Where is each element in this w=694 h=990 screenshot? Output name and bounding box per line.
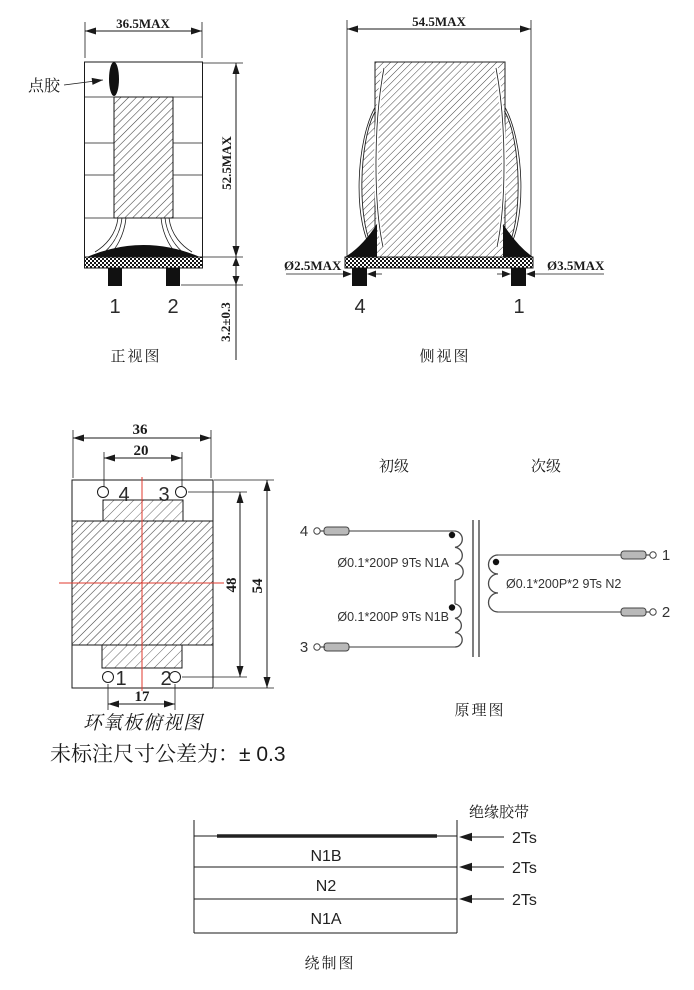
terminal-2-label: 2 xyxy=(661,604,671,621)
side-width-dim: 54.5MAX xyxy=(412,14,466,29)
polarity-dot-n1a xyxy=(449,532,455,538)
top-hole-pin-4 xyxy=(98,487,109,498)
top-view-title: 环氧板俯视图 xyxy=(82,713,204,734)
top-pin-span-bottom-dim: 17 xyxy=(134,689,150,705)
polarity-dot-n2 xyxy=(493,559,499,565)
ferrite-bead-2 xyxy=(621,608,646,616)
winding-diagram-title: 绕制图 xyxy=(304,955,356,972)
tolerance-note: 未标注尺寸公差为：± 0.3 xyxy=(50,743,286,766)
top-pin-span-top-dim: 20 xyxy=(133,443,149,459)
coil-n1a xyxy=(455,531,463,580)
top-pin-3-label: 3 xyxy=(158,484,170,506)
top-hole-pin-1 xyxy=(103,672,114,683)
side-epoxy-board xyxy=(345,257,533,268)
side-view-title: 侧视图 xyxy=(419,348,471,365)
winding-n1a-spec: Ø0.1*200P 9Ts N1A xyxy=(337,556,449,570)
front-pin-2 xyxy=(166,268,180,286)
winding-n2-spec: Ø0.1*200P*2 9Ts N2 xyxy=(506,577,622,591)
tape-turns-3: 2Ts xyxy=(512,892,537,909)
polarity-dot-n1b xyxy=(449,604,455,610)
terminal-3-label: 3 xyxy=(299,639,309,656)
side-pin-1-label: 1 xyxy=(513,296,525,318)
ferrite-bead-3 xyxy=(324,643,349,651)
front-width-dim: 36.5MAX xyxy=(116,16,170,31)
top-pin-4-label: 4 xyxy=(118,484,130,506)
glue-dot xyxy=(109,62,119,96)
layer-n2-label: N2 xyxy=(315,878,337,895)
front-pin-2-label: 2 xyxy=(167,296,179,318)
front-core-column xyxy=(114,97,173,218)
top-flange-top xyxy=(103,500,183,521)
side-pin-dia-right-dim: Ø3.5MAX xyxy=(547,258,605,273)
front-view-title: 正视图 xyxy=(110,348,162,365)
top-inner-height-dim: 48 xyxy=(224,577,240,593)
coil-n1b xyxy=(455,604,462,647)
side-view xyxy=(284,14,605,365)
top-width-dim: 36 xyxy=(132,422,148,438)
front-pin-1-label: 1 xyxy=(109,296,121,318)
front-pin-length-dim: 3.2±0.3 xyxy=(218,302,233,342)
winding-diagram xyxy=(194,804,537,972)
layer-n1b-label: N1B xyxy=(310,848,342,865)
side-body xyxy=(375,62,505,257)
top-view xyxy=(59,422,274,734)
primary-label: 初级 xyxy=(378,458,410,475)
top-outer-height-dim: 54 xyxy=(250,578,266,594)
side-pin-4 xyxy=(352,268,367,286)
glue-label: 点胶 xyxy=(28,78,61,95)
terminal-1-node xyxy=(650,552,656,558)
side-pin-1 xyxy=(511,268,526,286)
top-pin-1-label: 1 xyxy=(115,668,127,690)
schematic-title: 原理图 xyxy=(454,702,506,719)
front-view xyxy=(28,16,243,365)
terminal-1-label: 1 xyxy=(661,547,671,564)
front-epoxy-board xyxy=(85,257,203,268)
top-hole-pin-3 xyxy=(176,487,187,498)
tape-turns-1: 2Ts xyxy=(512,830,537,847)
terminal-4-node xyxy=(314,528,320,534)
front-height-dim: 52.5MAX xyxy=(219,136,234,190)
terminal-2-node xyxy=(650,609,656,615)
terminal-4-label: 4 xyxy=(299,523,309,540)
ferrite-bead-4 xyxy=(324,527,349,535)
terminal-3-node xyxy=(314,644,320,650)
top-pin-2-label: 2 xyxy=(160,668,172,690)
secondary-label: 次级 xyxy=(530,458,562,475)
tape-turns-2: 2Ts xyxy=(512,860,537,877)
front-pin-1 xyxy=(108,268,122,286)
side-pin-4-label: 4 xyxy=(354,296,366,318)
schematic xyxy=(300,458,670,719)
tape-label: 绝缘胶带 xyxy=(469,804,530,821)
ferrite-bead-1 xyxy=(621,551,646,559)
layer-n1a-label: N1A xyxy=(310,911,342,928)
winding-n1b-spec: Ø0.1*200P 9Ts N1B xyxy=(337,610,449,624)
side-pin-dia-left-dim: Ø2.5MAX xyxy=(284,258,342,273)
